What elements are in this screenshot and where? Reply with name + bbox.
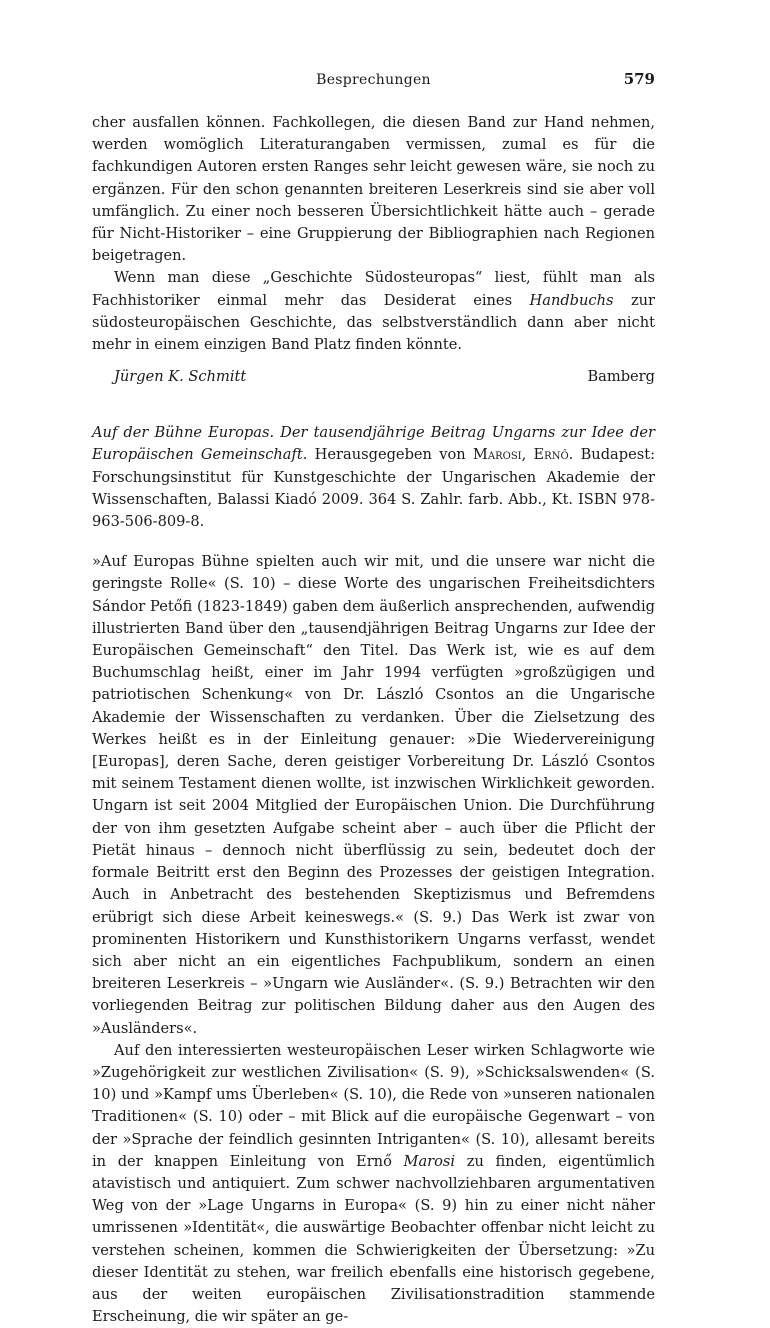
review1-signature [92, 368, 655, 390]
review1-p1-text: cher ausfallen können. Fachkollegen, die diesen Band zur Hand nehmen, werden womöglich Literaturangaben vermissen, zumal es für die fachkundigen Autoren ersten Ranges sehr leicht gewesen wäre, sie noch zu ergänzen. Für den schon genannten breiteren Leserkreis sind sie aber voll umfänglich. Zu einer noch besseren Übersichtlichkeit hätte auch – gerade für Nicht-Historiker – eine Gruppierung der Bibliographien nach Regionen beigetragen. [92, 114, 655, 265]
page-number: 579 [623, 70, 655, 88]
publication-text-b: . Budapest: Forschungsinstitut für Kunstgeschichte der Ungarischen Akademie der Wissenschaften, Balassi Kiadó 2009. 364 S. Zahlr. farb. Abb., Kt. ISBN 978-963-506-809-8. [92, 446, 656, 531]
review1-p2-emphasis: Handbuchs [529, 291, 614, 309]
book-editor: Marosi, Ernő [472, 446, 569, 464]
publication-text-a: . Herausgegeben von [302, 446, 473, 464]
review2-p2-text-a: Auf den interessierten westeuropäischen Leser wirken Schlagworte wie »Zugehörigkeit zur westlichen Zivilisation« (S. 9), »Schicksalswenden« (S. 10) und »Kampf ums Überleben« (S. 10), die Rede von »unseren nationalen Traditionen« (S. 10) oder – mit Blick auf die europäische Gegenwart – von der »Sprache der feindlich gesinnten Intriganten« (S. 10), allesamt bereits in der knappen Einleitung von Ernő [92, 1041, 655, 1170]
review1-p2-text-b: zur südosteuropäischen Geschichte, das selbstverständlich dann aber nicht mehr in einem einzigen Band Platz finden könnte. [92, 291, 656, 354]
document-page [92, 62, 655, 1328]
review2-bibliographic-entry [92, 422, 655, 533]
review2-paragraph-1 [92, 551, 655, 1039]
running-title: Besprechungen [316, 72, 431, 88]
reviewer-place: Bamberg [587, 368, 655, 386]
review1-p2-text-a: Wenn man diese „Geschichte Südosteuropas“ liest, fühlt man als Fachhistoriker einmal mehr das Desiderat eines [92, 269, 655, 309]
review1-paragraph-1 [92, 112, 655, 267]
review2-paragraph-2 [92, 1040, 655, 1328]
book-title: Auf der Bühne Europas. Der tausendjährige Beitrag Ungarns zur Idee der Europäischen Gemeinschaft [92, 424, 655, 464]
reviewer-name: Jürgen K. Schmitt [114, 368, 247, 386]
review1-paragraph-2 [92, 267, 655, 356]
review2-p2-emphasis: Marosi [403, 1152, 456, 1170]
review2-p1-text: »Auf Europas Bühne spielten auch wir mit, und die unsere war nicht die geringste Rolle« (S. 10) – diese Worte des ungarischen Freiheitsdichters Sándor Petőfi (1823-1849) gaben dem äußerlich ansprechenden, aufwendig illustrierten Band über den „tausendjährigen Beitrag Ungarns zur Idee der Europäischen Gemeinschaft“ den Titel. Das Werk ist, wie es auf dem Buchumschlag heißt, einer im Jahr 1994 verfügten »großzügigen und patriotischen Schenkung« von Dr. László Csontos an die Ungarische Akademie der Wissenschaften zu verdanken. Über die Zielsetzung des Werkes heißt es in der Einleitung genauer: »Die Wiedervereinigung [Europas], deren Sache, deren geistiger Vorbereitung Dr. László Csontos mit seinem Testament dienen wollte, ist inzwischen Wirklichkeit geworden. Ungarn ist seit 2004 Mitglied der Europäischen Union. Die Durchführung der von ihm gesetzten Aufgabe scheint aber – auch über die Pflicht der Pietät hinaus – dennoch nicht überflüssig zu sein, bedeutet doch der formale Beitritt erst den Beginn des Prozesses der geistigen Integration. Auch in Anbetracht des bestehenden Skeptizismus und Befremdens erübrigt sich diese Arbeit keineswegs.« (S. 9.) Das Werk ist zwar von prominenten Historikern und Kunsthistorikern Ungarns verfasst, wendet sich aber nicht an ein eigentliches Fachpublikum, sondern an einen breiteren Leserkreis – »Ungarn wie Ausländer«. (S. 9.) Betrachten wir den vorliegenden Beitrag zur politischen Bildung daher aus den Augen des »Ausländers«. [92, 553, 655, 1037]
review2-p2-text-b: zu finden, eigentümlich atavistisch und antiquiert. Zum schwer nachvollziehbaren argumentativen Weg von der »Lage Ungarns in Europa« (S. 9) hin zu einer nicht näher umrissenen »Identität«, die auswärtige Beobachter offenbar nicht leicht zu verstehen scheinen, kommen die Schwierigkeiten der Übersetzung: »Zu dieser Identität zu stehen, war freilich ebenfalls eine historisch gegebene, aus der weiten europäischen Zivilisationstradition stammende Erscheinung, die wir später an ge- [92, 1152, 655, 1326]
running-header [92, 62, 655, 92]
